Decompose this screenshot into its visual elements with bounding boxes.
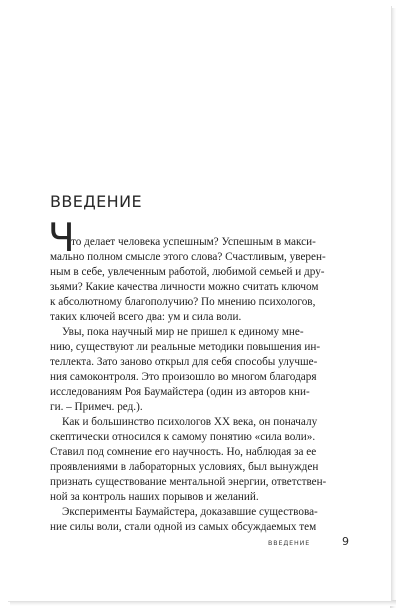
body-line: признать существование ментальной энергии, ответствен- [50, 476, 327, 488]
body-line: Как и большинство психологов XX века, он поначалу [62, 416, 318, 428]
body-line: Увы, пока научный мир не пришел к единому мне- [62, 326, 304, 338]
body-line: к абсолютному благополучию? По мнению психологов, [50, 296, 316, 308]
body-line: скептически относился к самому понятию «сила воли». [50, 431, 316, 443]
drop-cap-letter: Ч [48, 216, 75, 261]
body-line: ги. – Примеч. ред.). [50, 401, 143, 413]
body-line: теллекта. Зато заново открыл для себя способы улучше- [50, 356, 318, 368]
body-line: ной за контроль наших порывов и желаний. [50, 491, 259, 503]
body-line: Ставил под сомнение его научность. Но, наблюдая за ее [50, 446, 317, 458]
body-line: исследованиям Роя Баумайстера (один из авторов кни- [50, 386, 310, 398]
body-line: проявлениями в лабораторных условиях, был вынужден [50, 461, 319, 473]
body-line: ным в себе, увлеченным работой, любимой семьей и дру- [50, 266, 325, 278]
running-head: ВВЕДЕНИЕ [268, 540, 311, 547]
body-line: зьями? Какие качества личности можно считать ключом [50, 281, 319, 293]
body-line: то делает человека успешным? Успешным в макси- [71, 236, 316, 248]
chapter-title: ВВЕДЕНИЕ [50, 192, 142, 211]
body-line: таких ключей всего два: ум и сила воли. [50, 311, 242, 323]
body-line: мально полном смысле этого слова? Счастливым, уверен- [50, 251, 326, 263]
body-line: ние силы воли, стали одной из самых обсуждаемых тем [50, 521, 317, 533]
body-line: ния самоконтроля. Это произошло во многом благодаря [50, 371, 317, 383]
page-number: 9 [342, 535, 349, 548]
body-line: Эксперименты Баумайстера, доказавшие существова- [62, 506, 318, 518]
body-line: нию, существуют ли реальные методики повышения ин- [50, 341, 321, 353]
